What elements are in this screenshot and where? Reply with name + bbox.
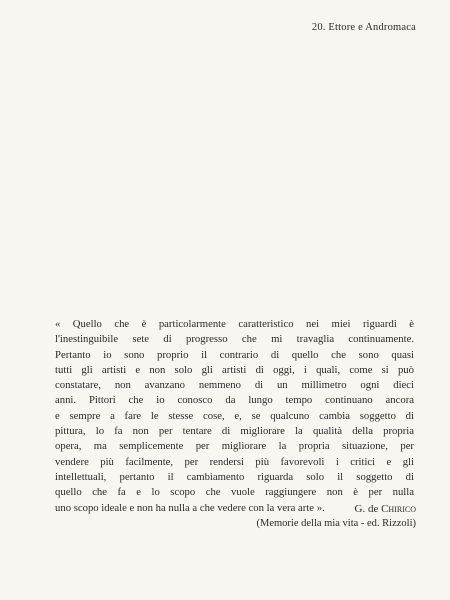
quote-line: l'inestinguibile sete di progresso che mi travaglia continuamente.: [55, 333, 414, 346]
quote-line: quello che fa e lo scopo che vuole raggiungere non è per nulla: [55, 486, 414, 499]
quote-line: uno scopo ideale e non ha nulla a che vedere con la vera arte ».: [55, 501, 325, 514]
quote-line: opera, ma semplicemente per migliorare la propria situazione, per: [55, 440, 414, 453]
quote-line: Pertanto io sono proprio il contrario di quello che sono quasi: [55, 348, 414, 361]
quote-line: « Quello che è particolarmente caratteristico nei miei riguardi è: [55, 318, 414, 330]
quote-line: e sempre a fare le stesse cose, e, se qualcuno cambia soggetto di: [55, 409, 414, 422]
signature-surname: Chirico: [381, 503, 416, 515]
quote-line: anni. Pittori che io conosco da lungo tempo continuano ancora: [55, 394, 414, 407]
page-header-title: 20. Ettore e Andromaca: [311, 22, 416, 33]
quote-line: tutti gli artisti e non solo gli artisti di oggi, i quali, come si può: [55, 363, 414, 376]
quote-line: constatare, non avanzano nemmeno di un millimetro ogni dieci: [55, 379, 414, 392]
quote-line: intellettuali, pertanto il cambiamento riguarda solo il soggetto di: [55, 470, 414, 483]
signature-initial: G. de: [354, 503, 382, 515]
quote-line: pittura, lo fa non per tentare di migliorare la qualità della propria: [55, 425, 414, 438]
quote-line: vendere più facilmente, per rendersi più favorevoli i critici e gli: [55, 455, 414, 468]
source-citation: (Memorie della mia vita - ed. Rizzoli): [256, 518, 416, 529]
quote-block: [55, 317, 414, 516]
author-signature: [355, 503, 416, 515]
